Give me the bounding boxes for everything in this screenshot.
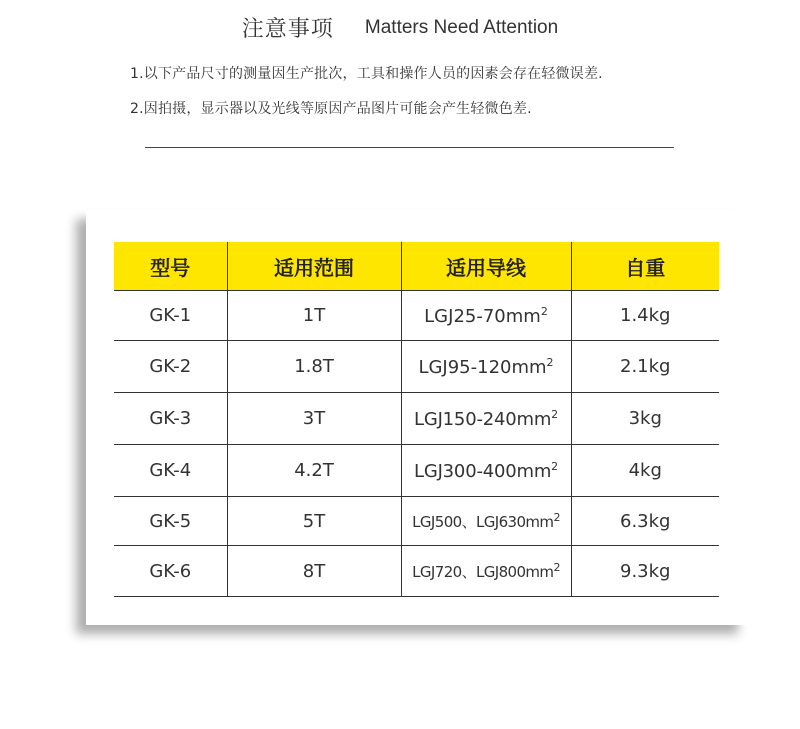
cell-weight: 1.4kg [571,291,719,341]
wire-text: LGJ500、LGJ630mm [412,512,554,531]
wire-text: LGJ95-120mm [418,356,547,378]
wire-superscript: 2 [540,304,548,318]
table-row [114,546,719,597]
cell-wire [401,445,571,497]
cell-weight: 6.3kg [571,497,719,546]
column-header-weight: 自重 [571,242,719,291]
wire-text: LGJ300-400mm [414,460,552,482]
wire-superscript: 2 [553,560,560,574]
cell-model: GK-6 [114,546,227,597]
wire-superscript: 2 [553,510,560,524]
cell-weight: 9.3kg [571,546,719,597]
wire-superscript: 2 [551,459,558,473]
cell-model: GK-2 [114,341,227,393]
table-row [114,341,719,393]
cell-weight: 3kg [571,393,719,445]
column-header-wire: 适用导线 [401,242,571,291]
cell-range: 1.8T [227,341,401,393]
cell-range: 4.2T [227,445,401,497]
page-header [0,12,800,42]
cell-model: GK-5 [114,497,227,546]
cell-model: GK-1 [114,291,227,341]
wire-superscript: 2 [551,407,558,421]
table-header-row [114,242,719,291]
cell-range: 1T [227,291,401,341]
table-row [114,393,719,445]
title-chinese: 注意事项 [241,17,334,42]
column-header-model: 型号 [114,242,227,291]
spec-table [114,242,719,597]
title-english: Matters Need Attention [364,16,559,38]
column-header-range: 适用范围 [227,242,401,291]
wire-text: LGJ720、LGJ800mm [412,562,554,581]
wire-text: LGJ150-240mm [414,408,552,430]
cell-wire [401,497,571,546]
table-row [114,497,719,546]
cell-model: GK-3 [114,393,227,445]
cell-wire [401,291,571,341]
cell-range: 5T [227,497,401,546]
cell-range: 3T [227,393,401,445]
cell-weight: 4kg [571,445,719,497]
note-1: 1.以下产品尺寸的测量因生产批次，工具和操作人员的因素会存在轻微误差. [130,66,603,82]
cell-range: 8T [227,546,401,597]
wire-text: LGJ25-70mm [424,305,541,327]
cell-model: GK-4 [114,445,227,497]
cell-wire [401,393,571,445]
cell-wire [401,341,571,393]
cell-wire [401,546,571,597]
table-row [114,291,719,341]
note-2: 2.因拍摄，显示器以及光线等原因产品图片可能会产生轻微色差. [130,101,532,117]
divider [145,147,674,148]
wire-superscript: 2 [546,355,554,369]
cell-weight: 2.1kg [571,341,719,393]
table-row [114,445,719,497]
